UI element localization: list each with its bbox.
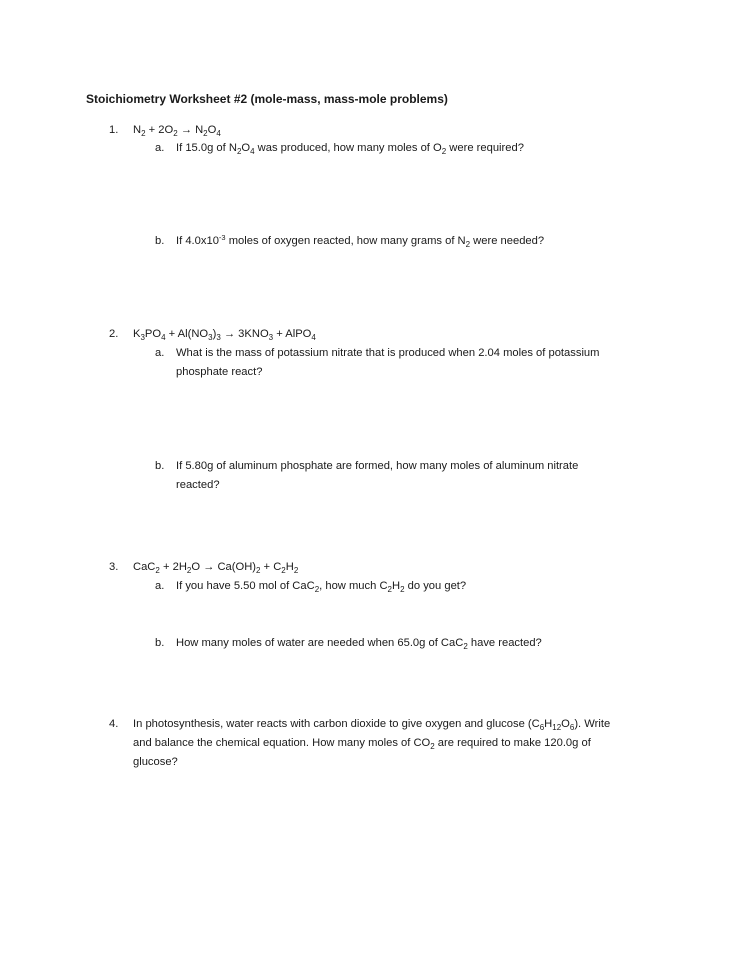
- question-3-number: 3.: [109, 561, 119, 573]
- question-1b-letter: b.: [155, 235, 165, 247]
- question-3-equation: $CaC_2 + 2H_2O \to Ca(OH)_2 + C_2H_2$: [133, 561, 299, 575]
- question-3b-letter: b.: [155, 637, 165, 649]
- question-4-number: 4.: [109, 718, 119, 730]
- question-4-line1: In photosynthesis, water reacts with carbon dioxide to give oxygen and glucose $(C_6H_{12}O_6)$. Write: [133, 718, 611, 732]
- question-2a-letter: a.: [155, 347, 165, 359]
- question-3a-letter: a.: [155, 580, 165, 592]
- question-2a-line2: phosphate react?: [176, 366, 263, 378]
- question-1-equation: $N_2 + 2O_2 \to N_2O_4$: [133, 124, 221, 138]
- question-3b-text: How many moles of water are needed when 65.0g of CaC$_2$ have reacted?: [176, 637, 542, 651]
- question-1b-text: If $4.0x10^{-3}$ moles of oxygen reacted, how many grams of $N_2$ were needed?: [176, 233, 545, 249]
- question-2a-line1: What is the mass of potassium nitrate that is produced when 2.04 moles of potassium: [176, 347, 600, 359]
- question-1a-letter: a.: [155, 142, 165, 154]
- question-2b-letter: b.: [155, 460, 165, 472]
- worksheet-title: Stoichiometry Worksheet #2 (mole-mass, mass-mole problems): [86, 92, 448, 106]
- question-2-number: 2.: [109, 328, 119, 340]
- question-2b-line1: If 5.80g of aluminum phosphate are formed, how many moles of aluminum nitrate: [176, 460, 579, 472]
- question-4-line3: glucose?: [133, 756, 178, 768]
- question-3a-text: If you have 5.50 mol of CaC$_2$, how much $C_2H_2$ do you get?: [176, 580, 467, 594]
- question-2-equation: $K_3PO_4 + Al(NO_3)_3 \to 3KNO_3$ + AlPO$_4$: [133, 328, 316, 342]
- question-1-number: 1.: [109, 124, 119, 136]
- question-4-line2: and balance the chemical equation. How many moles of $CO_2$ are required to make 120.0g of: [133, 737, 591, 751]
- question-2b-line2: reacted?: [176, 479, 220, 491]
- question-1a-text: If 15.0g of $N_2O_4$ was produced, how many moles of $O_2$ were required?: [176, 142, 524, 156]
